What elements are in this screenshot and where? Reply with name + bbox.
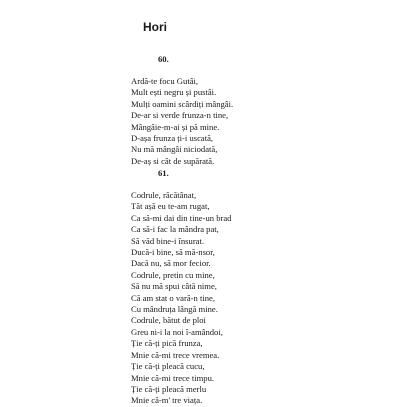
poem-line: Ție că-ți pleacă cucu, <box>131 361 205 372</box>
poem-line: Să nu mă spui câtă nime, <box>131 281 217 292</box>
poem-line: Mnie că-mi trece vremea. <box>131 349 220 360</box>
poem-line: Mnie că-mi trece timpu. <box>131 372 215 383</box>
poem-line: Ție că-ți pleacă merlu <box>131 383 207 394</box>
poem-line: Să văd bine-i însurat. <box>131 235 205 246</box>
poem-line: Ție că-ți pică frunza, <box>131 338 203 349</box>
poem-61-lines <box>131 190 231 407</box>
poem-line: Codrule, răcătânat, <box>131 190 197 200</box>
poem-line: Codrule, pretin cu mine, <box>131 269 215 280</box>
poem-line: Greu ni-i la noi î-amândoi, <box>131 326 223 337</box>
poem-line: Nu mă mângâi niciodată, <box>131 144 218 155</box>
poem-line: Mult ești negru și pustâi. <box>131 87 217 98</box>
poem-line: Ca să-mi dai din tine-un brad <box>131 212 232 223</box>
poem-line: Mnie că-m' tre viața. <box>131 395 203 406</box>
poem-line: De-ar si verde frunza-n tine, <box>131 110 229 121</box>
poem-line: Cu mândruța lângă mine. <box>131 304 218 315</box>
poem-line: Mângâie-m-ai și pă mine. <box>131 121 220 132</box>
poem-line: De-aș si cât de supărată. <box>131 155 215 166</box>
poem-line: Tăt așă eu te-am rugat, <box>131 201 210 212</box>
poem-number-61: 61. <box>158 168 169 178</box>
poem-line: Ducă-i bine, să mă-nsor, <box>131 247 215 258</box>
poem-line: Codrule, bătut de ploi <box>131 315 206 326</box>
poem-line: Ca să-i fac la mândra pat, <box>131 224 219 235</box>
poem-60-lines <box>131 76 233 167</box>
poem-line: Ardă-te focu Gutâi, <box>131 76 199 86</box>
poem-number-60: 60. <box>158 54 169 64</box>
poem-line: Dacă nu, să mor fecior. <box>131 258 211 269</box>
poem-line: D-așa frunza ți-i uscată, <box>131 133 214 144</box>
poem-line: Mulți oamini scârdiți mângâi. <box>131 98 234 109</box>
page-title: Hori <box>143 20 167 34</box>
poem-line: Că am stat o vară-n tine, <box>131 292 215 303</box>
